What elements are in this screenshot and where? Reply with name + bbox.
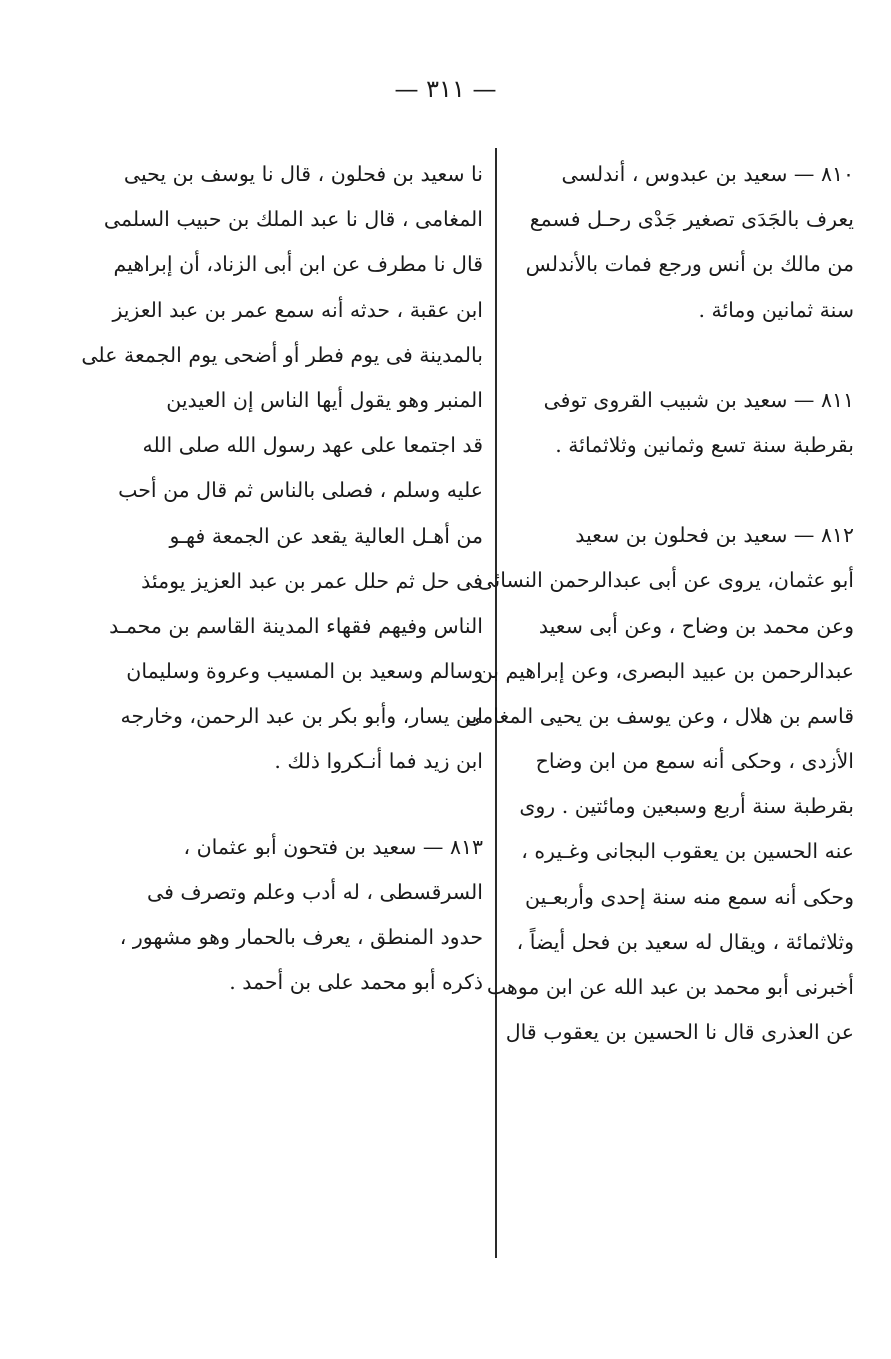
- entry-813: [108, 825, 483, 1006]
- text-line: ابن زيد فما أنـكروا ذلك .: [274, 749, 483, 774]
- text-line: قد اجتمعا على عهد رسول الله صلى الله: [142, 433, 483, 458]
- entry-gap: [108, 785, 483, 825]
- text-line: عليه وسلم ، فصلى بالناس ثم قال من أحب: [118, 478, 483, 503]
- text-line: يعرف بالجَدَى تصغير جَدْى رحـل فسمع: [529, 207, 854, 232]
- text-line: قاسم بن هلال ، وعن يوسف بن يحيى المغامى: [465, 703, 854, 728]
- entry-810: [524, 152, 854, 333]
- right-column: [464, 152, 854, 1055]
- text-line: وثلاثمائة ، ويقال له سعيد بن فحل أيضاً ،: [516, 929, 854, 954]
- text-line: فى حل ثم حلل عمر بن عبد العزيز يومئذ: [141, 568, 483, 593]
- text-line: حدود المنطق ، يعرف بالحمار وهو مشهور ،: [119, 925, 483, 949]
- text-line: عنه الحسين بن يعقوب البجانى وغـيره ،: [521, 839, 854, 864]
- text-line: عن العذرى قال نا الحسين بن يعقوب قال: [505, 1020, 854, 1045]
- text-line: المنبر وهو يقول أيها الناس إن العيدين: [166, 387, 483, 412]
- text-line: وحكى أنه سمع منه سنة إحدى وأربعـين: [525, 884, 854, 909]
- text-line: نا سعيد بن فحلون ، قال نا يوسف بن يحيى: [123, 162, 483, 186]
- text-line: بقرطبة سنة تسع وثمانين وثلاثمائة .: [555, 432, 854, 457]
- text-line: ٨١١ — سعيد بن شبيب القروى توفى: [543, 387, 854, 412]
- text-line: من أهـل العالية يقعد عن الجمعة فهـو: [169, 523, 483, 548]
- text-line: ٨١٣ — سعيد بن فتحون أبو عثمان ،: [183, 834, 483, 859]
- text-line: ٨١٢ — سعيد بن فحلون بن سعيد: [575, 523, 854, 548]
- text-line: أخبرنى أبو محمد بن عبد الله عن ابن موهب: [486, 975, 854, 999]
- left-column: [81, 152, 483, 1005]
- text-line: الناس وفيهم فقهاء المدينة القاسم بن محمـد: [109, 613, 483, 638]
- text-line: وسالم وسعيد بن المسيب وعروة وسليمان: [126, 659, 483, 684]
- text-line: قال نا مطرف عن ابن أبى الزناد، أن إبراهيم: [113, 252, 483, 277]
- entry-gap: [524, 333, 854, 378]
- text-line: من مالك بن أنس ورجع فمات بالأندلس: [525, 252, 854, 277]
- text-line: الأزدى ، وحكى أنه سمع من ابن وضاح: [535, 749, 854, 774]
- text-line: بقرطبة سنة أربع وسبعين ومائتين . روى: [519, 794, 854, 819]
- text-line: بالمدينة فى يوم فطر أو أضحى يوم الجمعة على: [81, 342, 483, 367]
- text-line: المغامى ، قال نا عبد الملك بن حبيب السلمى: [103, 207, 483, 232]
- text-line: أبو عثمان، يروى عن أبى عبدالرحمن النسائى ،: [464, 568, 854, 593]
- entry-811: [524, 378, 854, 468]
- entry-812: [464, 513, 854, 1055]
- text-line: ابن عقبة ، حدثه أنه سمع عمر بن عبد العزيز: [112, 297, 483, 322]
- text-line: سنة ثمانين ومائة .: [698, 297, 854, 322]
- entry-812-continuation: [81, 152, 483, 785]
- text-line: عبدالرحمن بن عبيد البصرى، وعن إبراهيم بن: [477, 658, 854, 683]
- text-line: ابن يسار، وأبو بكر بن عبد الرحمن، وخارجه: [120, 704, 483, 729]
- text-line: السرقسطى ، له أدب وعلم وتصرف فى: [147, 879, 483, 904]
- text-line: وعن محمد بن وضاح ، وعن أبى سعيد: [538, 613, 854, 638]
- entry-gap: [524, 468, 854, 513]
- page-number: — ٣١١ —: [394, 75, 497, 103]
- text-line: ٨١٠ — سعيد بن عبدوس ، أندلسى: [561, 162, 854, 186]
- text-line: ذكره أبو محمد على بن أحمد .: [229, 970, 483, 995]
